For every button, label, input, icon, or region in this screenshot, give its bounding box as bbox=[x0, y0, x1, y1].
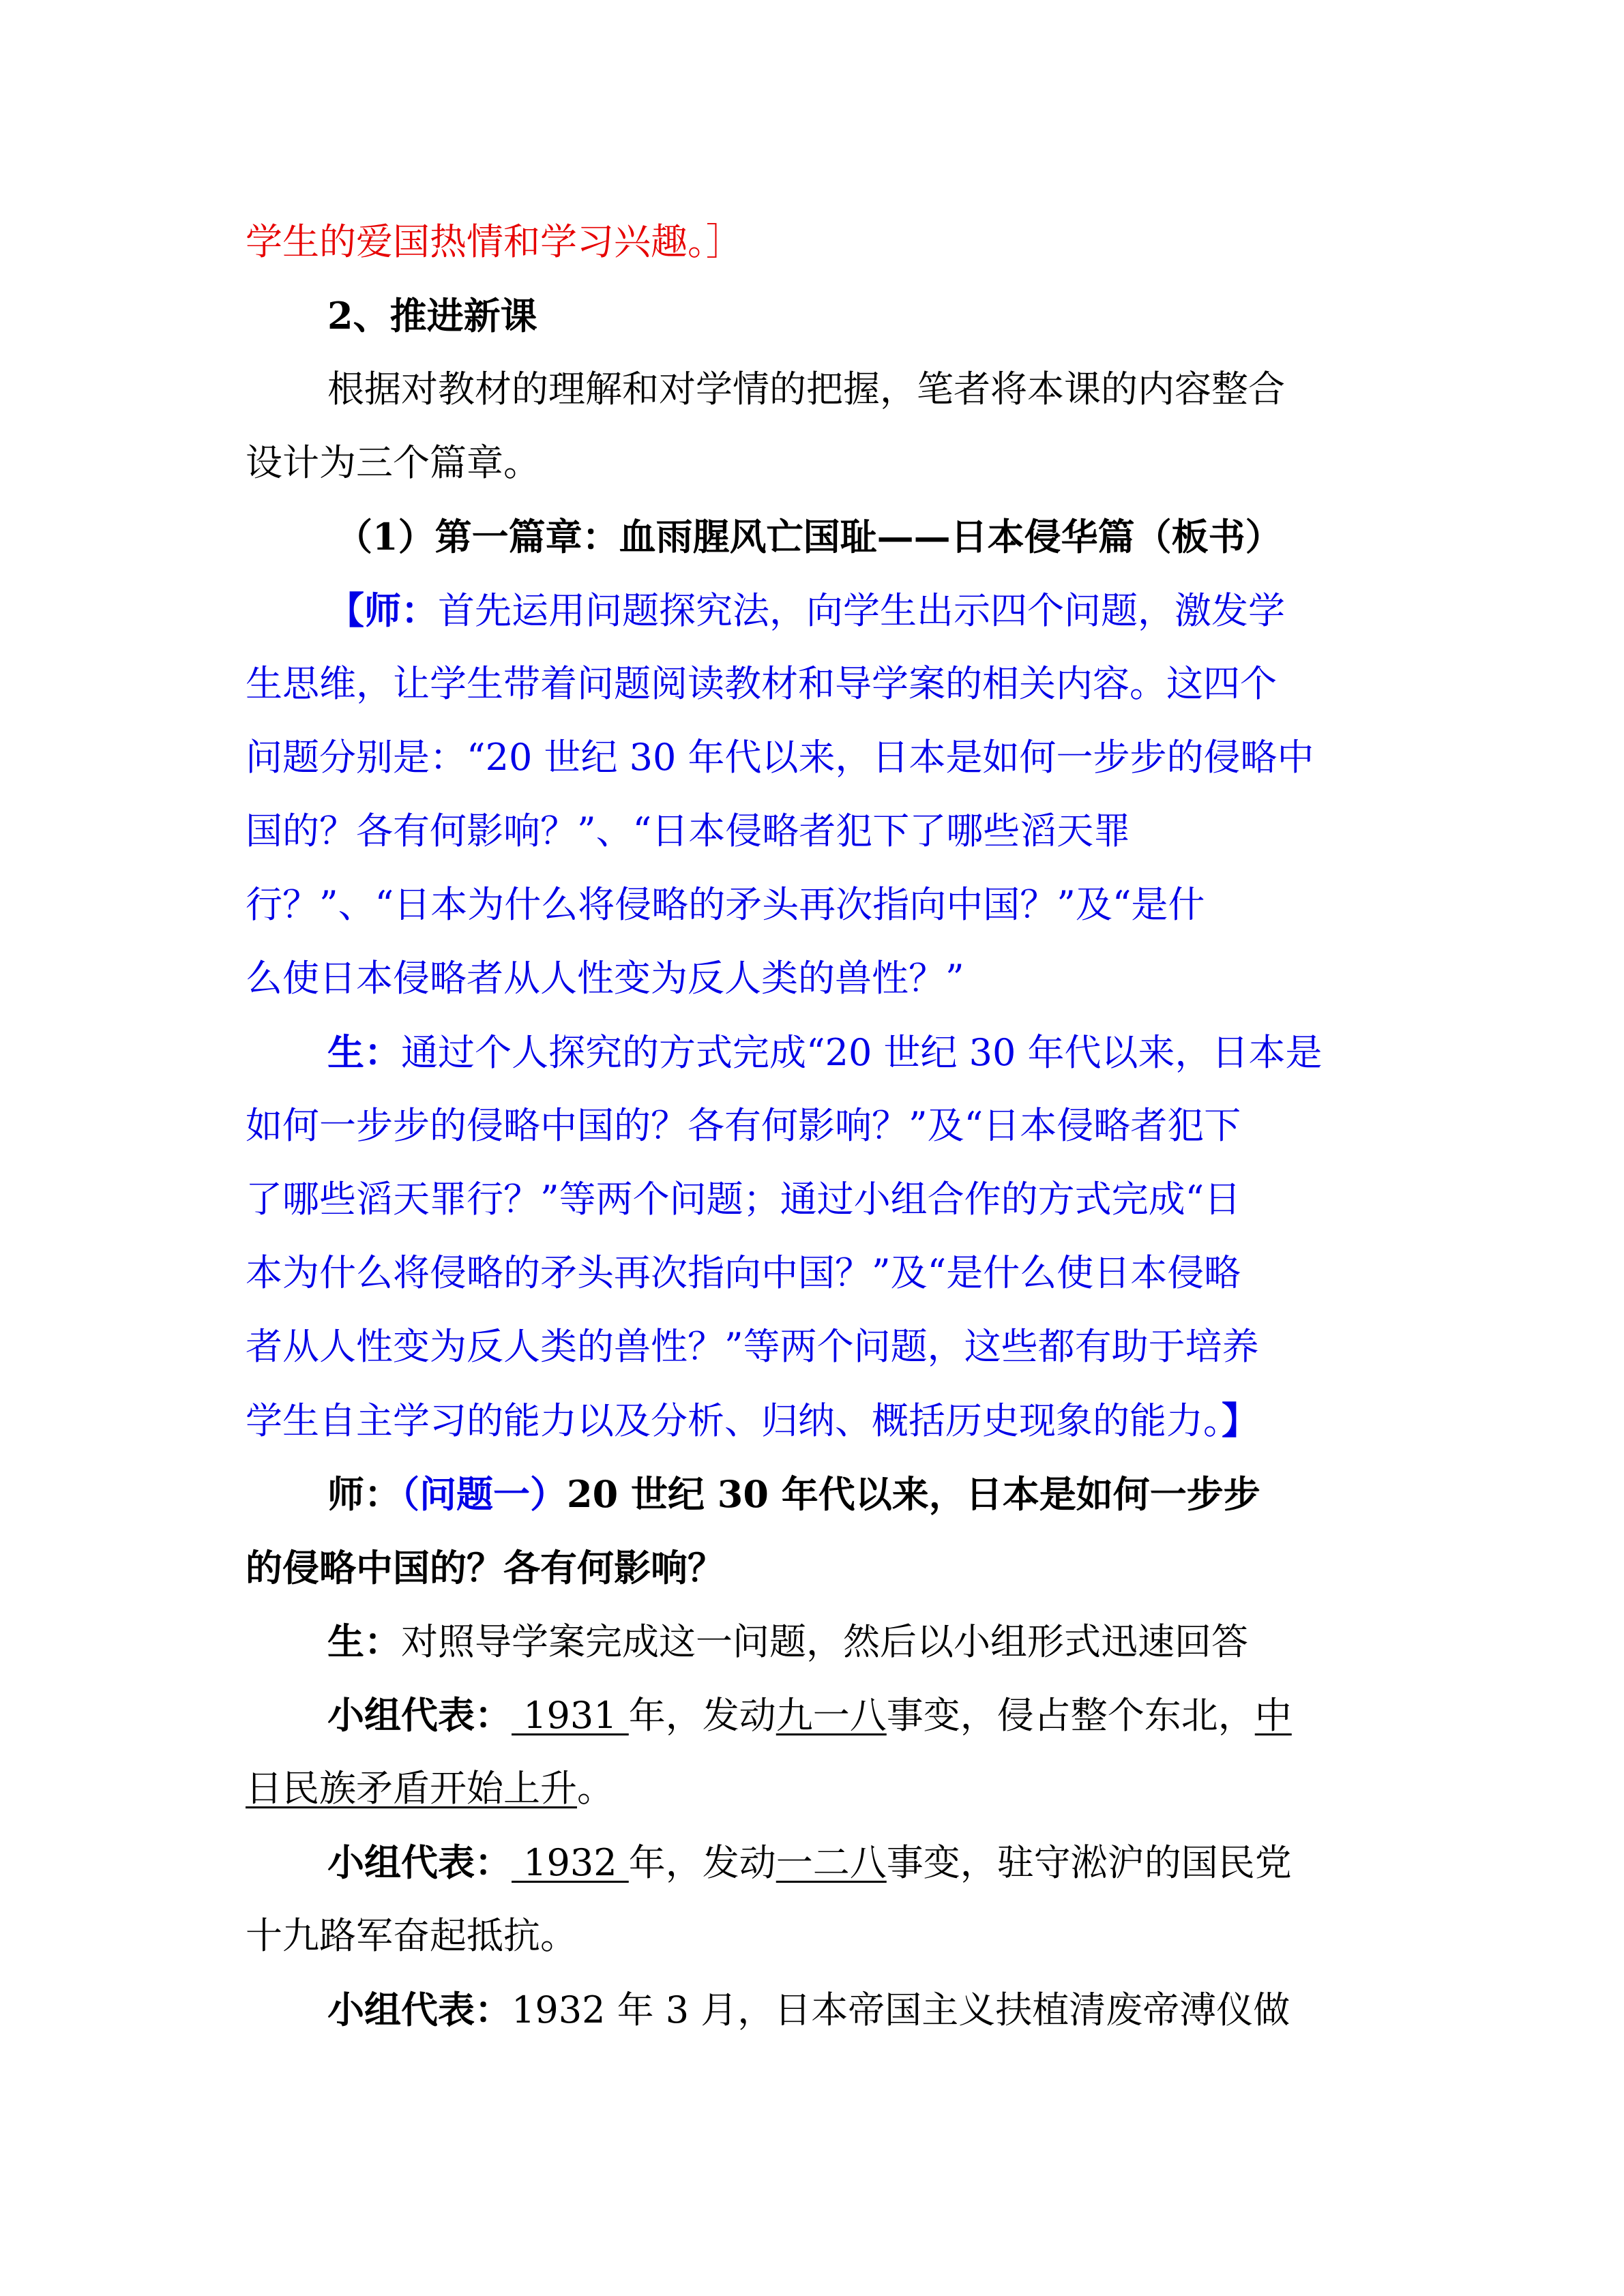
paragraph-line bbox=[327, 359, 1487, 420]
paragraph-line bbox=[327, 1022, 1487, 1083]
text-run: 国的？各有何影响？”、“日本侵略者犯下了哪些滔天罪 bbox=[246, 809, 1131, 852]
text-run: 生思维，让学生带着问题阅读教材和导学案的相关内容。这四个 bbox=[246, 662, 1277, 705]
text-run: 事变，侵占整个东北， bbox=[886, 1694, 1255, 1737]
paragraph-line bbox=[246, 1095, 1405, 1157]
text-run: 问题分别是：“20 世纪 30 年代以来，日本是如何一步步的侵略中 bbox=[246, 736, 1314, 779]
blank-answer: 1932 bbox=[512, 1841, 629, 1884]
blank-answer: 1931 bbox=[512, 1694, 629, 1737]
student-label: 生： bbox=[327, 1620, 401, 1663]
text-run: 1932 年 3 月，日本帝国主义扶植清废帝溥仪做 bbox=[512, 1988, 1290, 2031]
text-run: 年，发动 bbox=[628, 1694, 776, 1737]
text-run: 学生的爱国热情和学习兴趣。］ bbox=[246, 220, 743, 263]
paragraph-line bbox=[246, 1242, 1405, 1304]
paragraph-line bbox=[327, 580, 1487, 641]
text-run: 了哪些滔天罪行？”等两个问题；通过小组合作的方式完成“日 bbox=[246, 1178, 1241, 1221]
paragraph-line bbox=[246, 432, 1405, 494]
teacher-label: 【师： bbox=[327, 588, 438, 632]
paragraph-line bbox=[246, 1169, 1405, 1230]
text-run: 年，发动 bbox=[628, 1841, 776, 1884]
group-rep-label: 小组代表： bbox=[327, 1693, 512, 1737]
paragraph-line bbox=[246, 653, 1405, 715]
closing-bracket: 】 bbox=[1222, 1399, 1258, 1442]
paragraph-line bbox=[327, 1611, 1487, 1672]
text-run: 首先运用问题探究法，向学生出示四个问题，激发学 bbox=[438, 589, 1285, 632]
paragraph-line bbox=[246, 1316, 1405, 1377]
text-run: 如何一步步的侵略中国的？各有何影响？”及“日本侵略者犯下 bbox=[246, 1104, 1241, 1147]
text-run: 设计为三个篇章。 bbox=[246, 441, 540, 484]
question-number: （问题一） bbox=[401, 1472, 567, 1516]
blank-answer: 一二八 bbox=[776, 1841, 887, 1884]
text-run: 对照导学案完成这一问题，然后以小组形式迅速回答 bbox=[401, 1620, 1248, 1663]
text-run: 者从人性变为反人类的兽性？”等两个问题，这些都有助于培养 bbox=[246, 1325, 1259, 1368]
text-run: 行？”、“日本为什么将侵略的矛头再次指向中国？”及“是什 bbox=[246, 883, 1205, 926]
paragraph-line bbox=[327, 1832, 1487, 1893]
text-run: 本为什么将侵略的矛头再次指向中国？”及“是什么使日本侵略 bbox=[246, 1251, 1241, 1294]
group-rep-label: 小组代表： bbox=[327, 1840, 512, 1884]
chapter-heading bbox=[336, 506, 1495, 567]
text-run: 2、推进新课 bbox=[327, 294, 537, 338]
text-run: 学生自主学习的能力以及分析、归纳、概括历史现象的能力。 bbox=[246, 1399, 1222, 1442]
paragraph-line bbox=[246, 948, 1405, 1009]
text-run: 通过个人探究的方式完成“20 世纪 30 年代以来，日本是 bbox=[401, 1031, 1323, 1074]
paragraph-line bbox=[246, 1905, 1405, 1967]
text-run: 的侵略中国的？各有何影响？ bbox=[246, 1546, 724, 1590]
paragraph-line bbox=[327, 1684, 1487, 1746]
blank-answer: 日民族矛盾开始上升 bbox=[246, 1767, 577, 1810]
paragraph-line bbox=[327, 1979, 1487, 2040]
question-line bbox=[327, 1463, 1487, 1525]
paragraph-line bbox=[246, 727, 1405, 788]
paragraph-line bbox=[246, 801, 1405, 862]
blank-answer: 九一八 bbox=[776, 1694, 887, 1737]
group-rep-label: 小组代表： bbox=[327, 1988, 512, 2031]
text-run: 十九路军奋起抵抗。 bbox=[246, 1914, 577, 1957]
text-run: 么使日本侵略者从人性变为反人类的兽性？” bbox=[246, 957, 964, 1000]
paragraph-line bbox=[246, 1758, 1405, 1819]
section-heading bbox=[327, 285, 1487, 346]
text-run: 20 世纪 30 年代以来，日本是如何一步步 bbox=[567, 1472, 1260, 1516]
text-run: （1）第一篇章：血雨腥风亡国耻——日本侵华篇（板书） bbox=[336, 515, 1282, 558]
paragraph-line bbox=[246, 1390, 1405, 1451]
text-run: 。 bbox=[577, 1767, 614, 1810]
teacher-label: 师： bbox=[327, 1472, 401, 1516]
paragraph-line bbox=[246, 211, 1405, 273]
blank-answer: 中 bbox=[1254, 1694, 1292, 1737]
student-label: 生： bbox=[327, 1030, 401, 1074]
text-run: 事变，驻守淞沪的国民党 bbox=[886, 1841, 1292, 1884]
text-run: 根据对教材的理解和对学情的把握，笔者将本课的内容整合 bbox=[327, 368, 1285, 411]
paragraph-line bbox=[246, 874, 1405, 936]
question-line bbox=[246, 1537, 1405, 1598]
